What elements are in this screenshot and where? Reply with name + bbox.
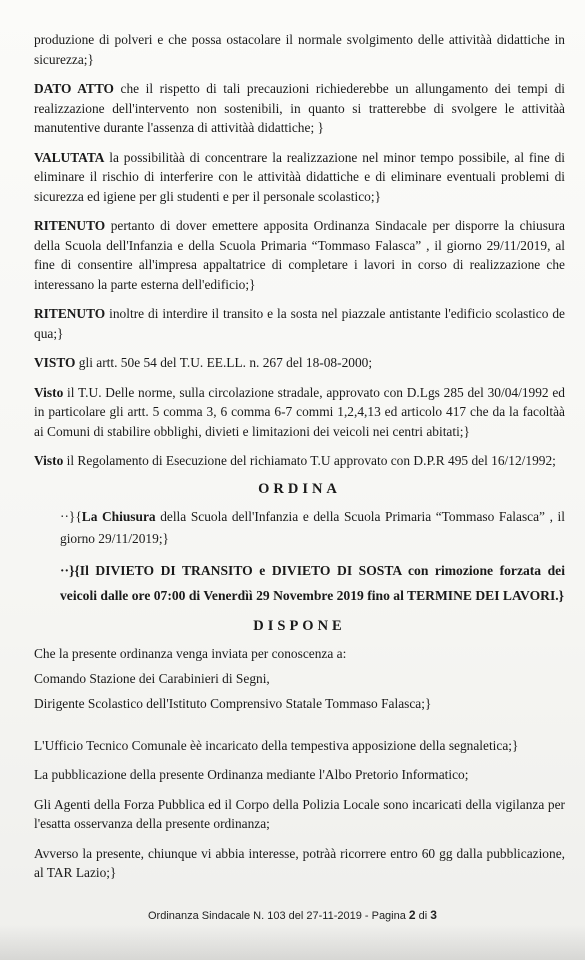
paragraph-text: pertanto di dover emettere apposita Ordinanza Sindacale per disporre la chiusura della Scuola dell'Infanzia e della Scuola Primaria “Tommaso Falasca” , il giorno 29/11/2019, al fine di consentire all'impresa appaltatrice di completare i lavori in corso di realizzazione che interessano la parte esterna dell'edificio;} [34,218,565,292]
paragraph-text: gli artt. 50e 54 del T.U. EE.LL. n. 267 del 18-08-2000; [75,355,373,370]
paragraph-valutata [34,148,565,207]
dispone-ufficio-tecnico: L'Ufficio Tecnico Comunale èè incaricato della tempestiva apposizione della segnaletica;} [34,737,519,753]
ordina-heading: ORDINA [258,480,341,497]
dispone-intro: Che la presente ordinanza venga inviata per conoscenza a: [34,645,347,661]
paragraph-text: produzione di polveri e che possa ostacolare il normale svolgimento delle attivitàà didattiche in sicurezza;} [34,32,565,67]
paragraph-lead: DATO ATTO [34,81,114,96]
paragraph-text: il T.U. Delle norme, sulla circolazione stradale, approvato con D.Lgs 285 del 30/04/1992 ed in particolare gli artt. 5 comma 3, 6 comma 6-7 commi 1,2,4,13 ed articolo 417 che da la facoltàà ai Comuni di stabilire obblighi, divieti e limitazioni dei veicoli nei centri abitati;} [34,384,565,439]
footer-page-number: 2 [408,908,416,922]
footer-page-total: 3 [430,908,437,922]
spacer [34,714,565,736]
paragraph-lead: VALUTATA [34,149,105,165]
paragraph-text: che il rispetto di tali precauzioni richiederebbe un allungamento dei tempi di realizzazione dell'intervento non sostenibili, in quanto si tratterebbe di svolgere le attivitàà manutentive durante l'assenza di attivitàà didattiche; } [34,81,565,135]
paragraph-dato-atto [34,79,565,138]
paragraph-visto-codice-strada [34,383,565,442]
paragraph-lead: VISTO [34,355,76,370]
order-text: della Scuola dell'Infanzia e della Scuola Primaria “Tommaso Falasca” , il giorno 29/11/2019;} [60,508,565,546]
paragraph-text: inoltre di interdire il transito e la sosta nel piazzale antistante l'edificio scolastico de qua;} [34,306,565,341]
ordina-item-divieto: ··}{Il DIVIETO DI TRANSITO e DIVIETO DI SOSTA con rimozione forzata dei veicoli dalle ore 07:00 di Venerdìì 29 Novembre 2019 fino al TERMINE DEI LAVORI.} [60,562,565,603]
dispone-agenti: Gli Agenti della Forza Pubblica ed il Corpo della Polizia Locale sono incaricati della vigilanza per l'esatta osservanza della presente ordinanza; [34,796,565,831]
paragraph-text: il Regolamento di Esecuzione del richiamato T.U approvato con D.P.R 495 del 16/12/1992; [63,453,556,468]
dispone-ricorso: Avverso la presente, chiunque vi abbia interesse, potràà ricorrere entro 60 gg dalla pubblicazione, al TAR Lazio;} [34,845,565,880]
dispone-heading: DISPONE [253,617,346,634]
footer-of: di [415,910,431,922]
dispone-pubblicazione: La pubblicazione della presente Ordinanza mediante l'Albo Pretorio Informatico; [34,767,469,782]
paragraph-lead: Visto [34,453,64,468]
paragraph-ritenuto-chiusura [34,216,565,294]
ordina-item-chiusura [60,506,565,550]
paragraph-visto-tuel [34,353,565,373]
page-shadow [0,925,585,960]
paragraph-text: la possibilitàà di concentrare la realizzazione nel minor tempo possibile, al fine di eliminare il rischio di interferire con le attivitàà didattiche e di eliminare eventuali problemi di sicurezza ed igiene per gli studenti e per il personale scolastico;} [34,149,565,204]
paragraph-dust [34,30,565,69]
paragraph-lead: RITENUTO [34,218,106,233]
paragraph-lead: RITENUTO [34,306,106,321]
footer-text: Ordinanza Sindacale N. 103 del 27-11-2019 - Pagina [148,910,409,922]
paragraph-ritenuto-transito [34,304,565,343]
dispone-recipient-carabinieri: Comando Stazione dei Carabinieri di Segni, [34,670,270,686]
order-bold: La Chiusura [81,508,156,524]
page-footer [0,908,585,922]
paragraph-lead: Visto [34,384,64,400]
dispone-recipient-dirigente: Dirigente Scolastico dell'Istituto Comprensivo Statale Tommaso Falasca;} [34,695,432,711]
order-prefix: ··}{ [60,508,82,524]
paragraph-visto-regolamento [34,451,565,471]
